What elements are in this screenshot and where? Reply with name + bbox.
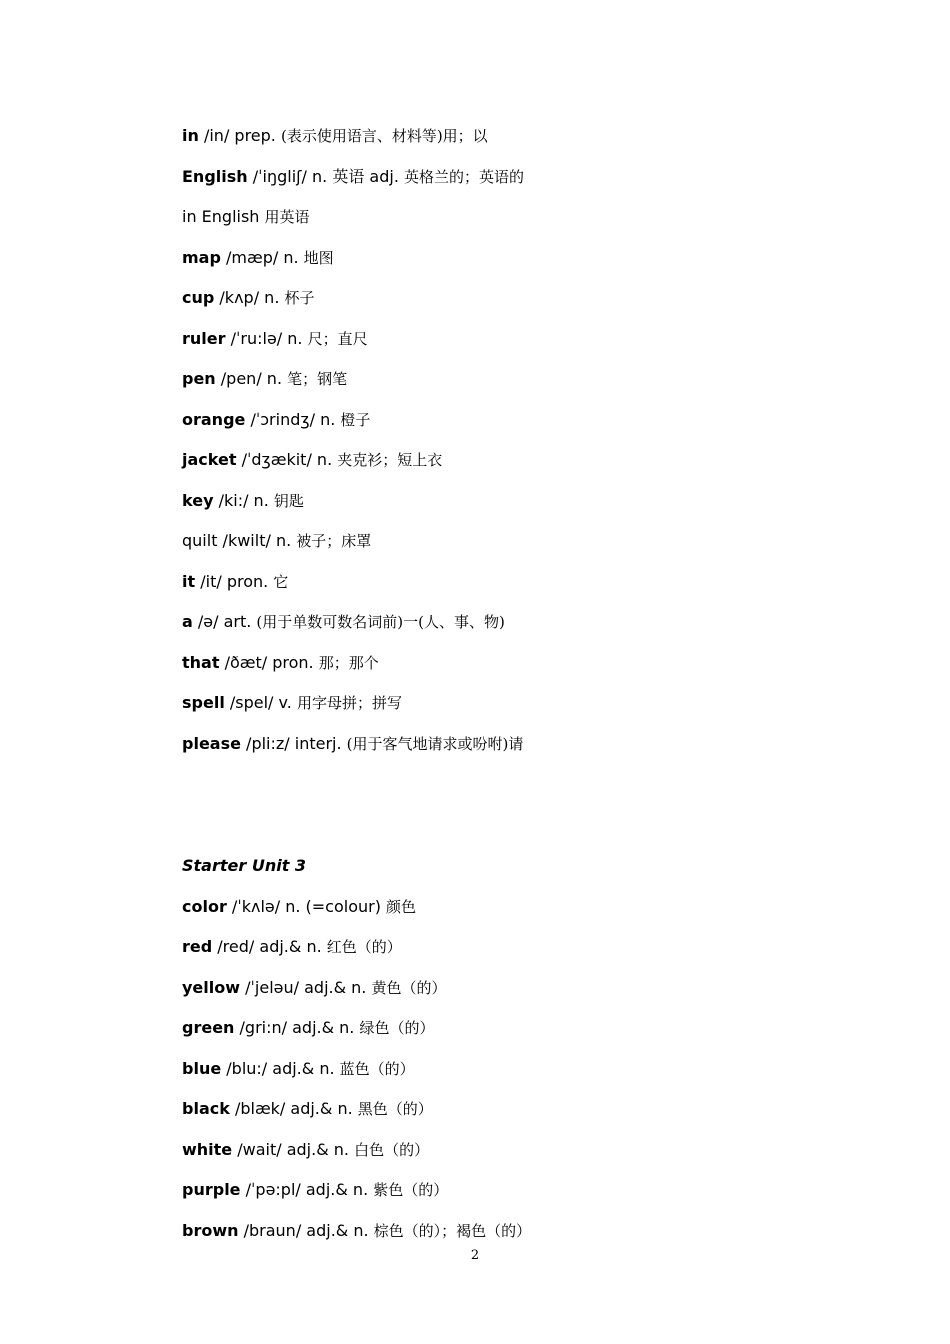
vocab-phonetic-pos: /ˈdʒækit/ n. bbox=[236, 450, 338, 469]
vocab-word: purple bbox=[182, 1180, 241, 1199]
vocab-word: yellow bbox=[182, 977, 241, 997]
vocab-entry bbox=[182, 895, 882, 936]
vocab-phonetic-pos: /ˈiŋgliʃ/ n. 英语 adj. bbox=[247, 166, 404, 186]
vocab-word: quilt bbox=[182, 531, 218, 550]
vocab-entry bbox=[182, 205, 882, 246]
vocab-phonetic-pos: /spel/ v. bbox=[224, 693, 297, 712]
page-number: 2 bbox=[470, 1248, 480, 1263]
vocabulary-section-starter-unit-3 bbox=[182, 854, 882, 1259]
vocab-entry bbox=[182, 448, 882, 489]
vocab-entry bbox=[182, 732, 882, 773]
vocab-chinese-meaning: 钥匙 bbox=[273, 491, 304, 510]
vocab-word: that bbox=[182, 652, 220, 672]
vocab-chinese-meaning: 颜色 bbox=[386, 897, 417, 916]
vocab-entry bbox=[182, 570, 882, 611]
vocab-phonetic-pos: /kʌp/ n. bbox=[214, 288, 285, 307]
vocab-entry bbox=[182, 935, 882, 976]
vocabulary-list-starter-unit-2 bbox=[182, 124, 882, 772]
vocab-word: red bbox=[182, 937, 213, 956]
vocab-word: pen bbox=[182, 369, 216, 388]
vocab-chinese-meaning: (表示使用语言、材料等)用；以 bbox=[280, 127, 488, 145]
vocab-chinese-meaning: 红色（的） bbox=[326, 938, 402, 956]
vocab-phonetic-pos: /blæk/ adj.& n. bbox=[229, 1099, 358, 1118]
vocab-phonetic-pos: /pli:z/ interj. bbox=[240, 733, 347, 753]
vocab-word: black bbox=[182, 1099, 230, 1118]
vocab-entry bbox=[182, 286, 882, 327]
vocab-word: jacket bbox=[182, 450, 237, 469]
vocab-phonetic-pos: /it/ pron. bbox=[195, 571, 274, 591]
vocab-word: in bbox=[182, 126, 199, 145]
vocab-phonetic-pos: /kwilt/ n. bbox=[217, 531, 297, 550]
vocab-word: orange bbox=[182, 409, 246, 429]
vocab-phonetic-pos: /ˈjeləu/ adj.& n. bbox=[240, 977, 372, 997]
vocab-phonetic-pos: /mæp/ n. bbox=[220, 247, 304, 267]
vocab-chinese-meaning: 黄色（的） bbox=[371, 978, 447, 997]
vocab-phonetic-pos: /ˈɔrindʒ/ n. bbox=[245, 409, 341, 429]
section-title: Starter Unit 3 bbox=[182, 856, 307, 875]
vocab-word: ruler bbox=[182, 328, 226, 348]
vocab-entry bbox=[182, 1057, 882, 1098]
vocab-word: key bbox=[182, 490, 214, 510]
vocab-phonetic-pos: /ˈru:lə/ n. bbox=[225, 328, 308, 348]
vocab-word: white bbox=[182, 1139, 233, 1159]
vocab-word: map bbox=[182, 247, 221, 267]
vocab-word: it bbox=[182, 571, 196, 591]
vocab-chinese-meaning: 那；那个 bbox=[318, 653, 379, 672]
vocab-entry bbox=[182, 610, 882, 651]
vocab-word: cup bbox=[182, 288, 215, 307]
vocab-word: in English bbox=[182, 207, 260, 226]
vocabulary-list-starter-unit-3 bbox=[182, 895, 882, 1260]
vocab-phonetic-pos: /ˈkʌlə/ n. (=colour) bbox=[226, 896, 387, 916]
vocab-chinese-meaning: 被子；床罩 bbox=[296, 532, 372, 550]
vocab-chinese-meaning: 白色（的） bbox=[354, 1140, 430, 1159]
vocab-word: brown bbox=[182, 1220, 239, 1240]
vocab-phonetic-pos: /pen/ n. bbox=[215, 369, 288, 388]
vocab-entry bbox=[182, 408, 882, 449]
vocab-phonetic-pos: /wait/ adj.& n. bbox=[232, 1139, 355, 1159]
vocab-phonetic-pos: /in/ prep. bbox=[198, 126, 281, 145]
vocab-entry bbox=[182, 1178, 882, 1219]
vocab-entry bbox=[182, 367, 882, 408]
vocab-word: color bbox=[182, 896, 227, 916]
vocab-entry bbox=[182, 651, 882, 692]
vocab-word: English bbox=[182, 166, 248, 186]
vocab-entry bbox=[182, 1138, 882, 1179]
vocab-entry bbox=[182, 1097, 882, 1138]
vocab-phonetic-pos: /ki:/ n. bbox=[213, 490, 274, 510]
vocab-chinese-meaning: 英格兰的；英语的 bbox=[404, 167, 525, 186]
vocab-chinese-meaning: 笔；钢笔 bbox=[287, 370, 348, 388]
vocab-chinese-meaning: 紫色（的） bbox=[373, 1181, 449, 1199]
vocab-word: spell bbox=[182, 693, 225, 712]
vocab-phonetic-pos: /gri:n/ adj.& n. bbox=[234, 1018, 360, 1037]
vocab-chinese-meaning: 用英语 bbox=[264, 208, 310, 226]
vocab-entry bbox=[182, 327, 882, 368]
vocab-entry bbox=[182, 529, 882, 570]
vocab-phonetic-pos: /braun/ adj.& n. bbox=[238, 1220, 374, 1240]
vocab-phonetic-pos: /blu:/ adj.& n. bbox=[221, 1058, 340, 1078]
vocab-chinese-meaning: 它 bbox=[273, 572, 289, 591]
vocab-chinese-meaning: (用于单数可数名词前)一(人、事、物) bbox=[256, 613, 505, 631]
vocab-entry bbox=[182, 246, 882, 287]
vocab-entry bbox=[182, 124, 882, 165]
vocab-entry bbox=[182, 691, 882, 732]
vocab-chinese-meaning: 绿色（的） bbox=[359, 1019, 435, 1037]
vocab-phonetic-pos: /ə/ art. bbox=[192, 612, 257, 631]
vocab-chinese-meaning: 尺；直尺 bbox=[307, 329, 368, 348]
vocab-phonetic-pos: /ðæt/ pron. bbox=[219, 652, 319, 672]
vocab-word: a bbox=[182, 612, 193, 631]
vocab-phonetic-pos: /red/ adj.& n. bbox=[212, 937, 327, 956]
vocab-word: green bbox=[182, 1018, 235, 1037]
vocab-chinese-meaning: 用字母拼；拼写 bbox=[296, 694, 402, 712]
vocab-word: please bbox=[182, 733, 241, 753]
vocab-phonetic-pos: /ˈpə:pl/ adj.& n. bbox=[240, 1180, 374, 1199]
vocab-chinese-meaning: 杯子 bbox=[284, 289, 315, 307]
vocab-chinese-meaning: 棕色（的）；褐色（的） bbox=[373, 1221, 532, 1240]
vocab-entry bbox=[182, 165, 882, 206]
vocab-word: blue bbox=[182, 1058, 222, 1078]
vocab-chinese-meaning: 夹克衫；短上衣 bbox=[337, 451, 443, 469]
vocab-entry bbox=[182, 489, 882, 530]
vocab-chinese-meaning: 蓝色（的） bbox=[339, 1059, 415, 1078]
vocab-chinese-meaning: 地图 bbox=[303, 248, 334, 267]
vocab-chinese-meaning: 橙子 bbox=[340, 410, 371, 429]
vocab-chinese-meaning: (用于客气地请求或吩咐)请 bbox=[346, 734, 524, 753]
vocab-chinese-meaning: 黑色（的） bbox=[357, 1100, 433, 1118]
vocab-entry bbox=[182, 976, 882, 1017]
vocab-entry bbox=[182, 1016, 882, 1057]
